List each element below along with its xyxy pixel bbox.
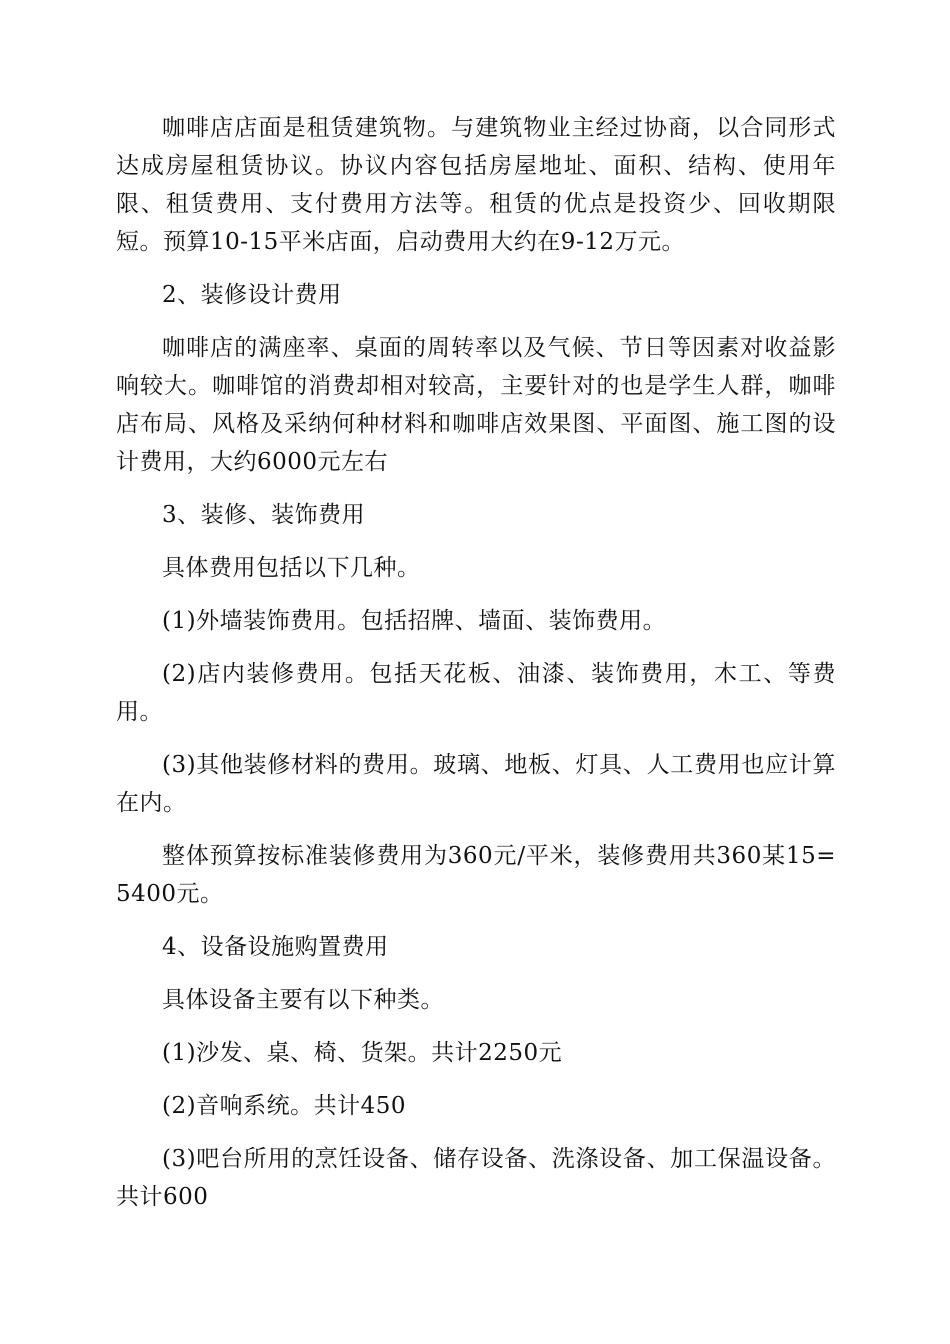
heading-equipment-cost: 4、设备设施购置费用 <box>162 934 389 960</box>
list-item-bar-equipment: (3)吧台所用的烹饪设备、储存设备、洗涤设备、加工保温设备。共计600 <box>116 1146 836 1210</box>
list-item-furniture: (1)沙发、桌、椅、货架。共计2250元 <box>162 1040 563 1066</box>
paragraph-overall-budget: 整体预算按标准装修费用为360元/平米，装修费用共360某15=5400元。 <box>116 843 836 907</box>
heading-decoration-cost: 3、装修、装饰费用 <box>162 502 366 528</box>
list-item-audio: (2)音响系统。共计450 <box>162 1093 406 1119</box>
paragraph-design-cost: 咖啡店的满座率、桌面的周转率以及气候、节日等因素对收益影响较大。咖啡馆的消费却相对较高，主要针对的也是学生人群，咖啡店布局、风格及采纳何种材料和咖啡店效果图、平面图、施工图的设计费用，大约6000元左右 <box>116 335 836 475</box>
paragraph-equipment-intro: 具体设备主要有以下种类。 <box>162 987 444 1013</box>
heading-design-cost: 2、装修设计费用 <box>162 282 342 308</box>
paragraph-cost-intro: 具体费用包括以下几种。 <box>162 555 421 581</box>
list-item-exterior: (1)外墙装饰费用。包括招牌、墙面、装饰费用。 <box>162 608 667 634</box>
list-item-interior: (2)店内装修费用。包括天花板、油漆、装饰费用，木工、等费用。 <box>116 661 836 725</box>
paragraph-rental: 咖啡店店面是租赁建筑物。与建筑物业主经过协商，以合同形式达成房屋租赁协议。协议内容包括房屋地址、面积、结构、使用年限、租赁费用、支付费用方法等。租赁的优点是投资少、回收期限短。预算10-15平米店面，启动费用大约在9-12万元。 <box>116 115 836 255</box>
document-body <box>116 109 836 1231</box>
list-item-materials: (3)其他装修材料的费用。玻璃、地板、灯具、人工费用也应计算在内。 <box>116 752 836 816</box>
